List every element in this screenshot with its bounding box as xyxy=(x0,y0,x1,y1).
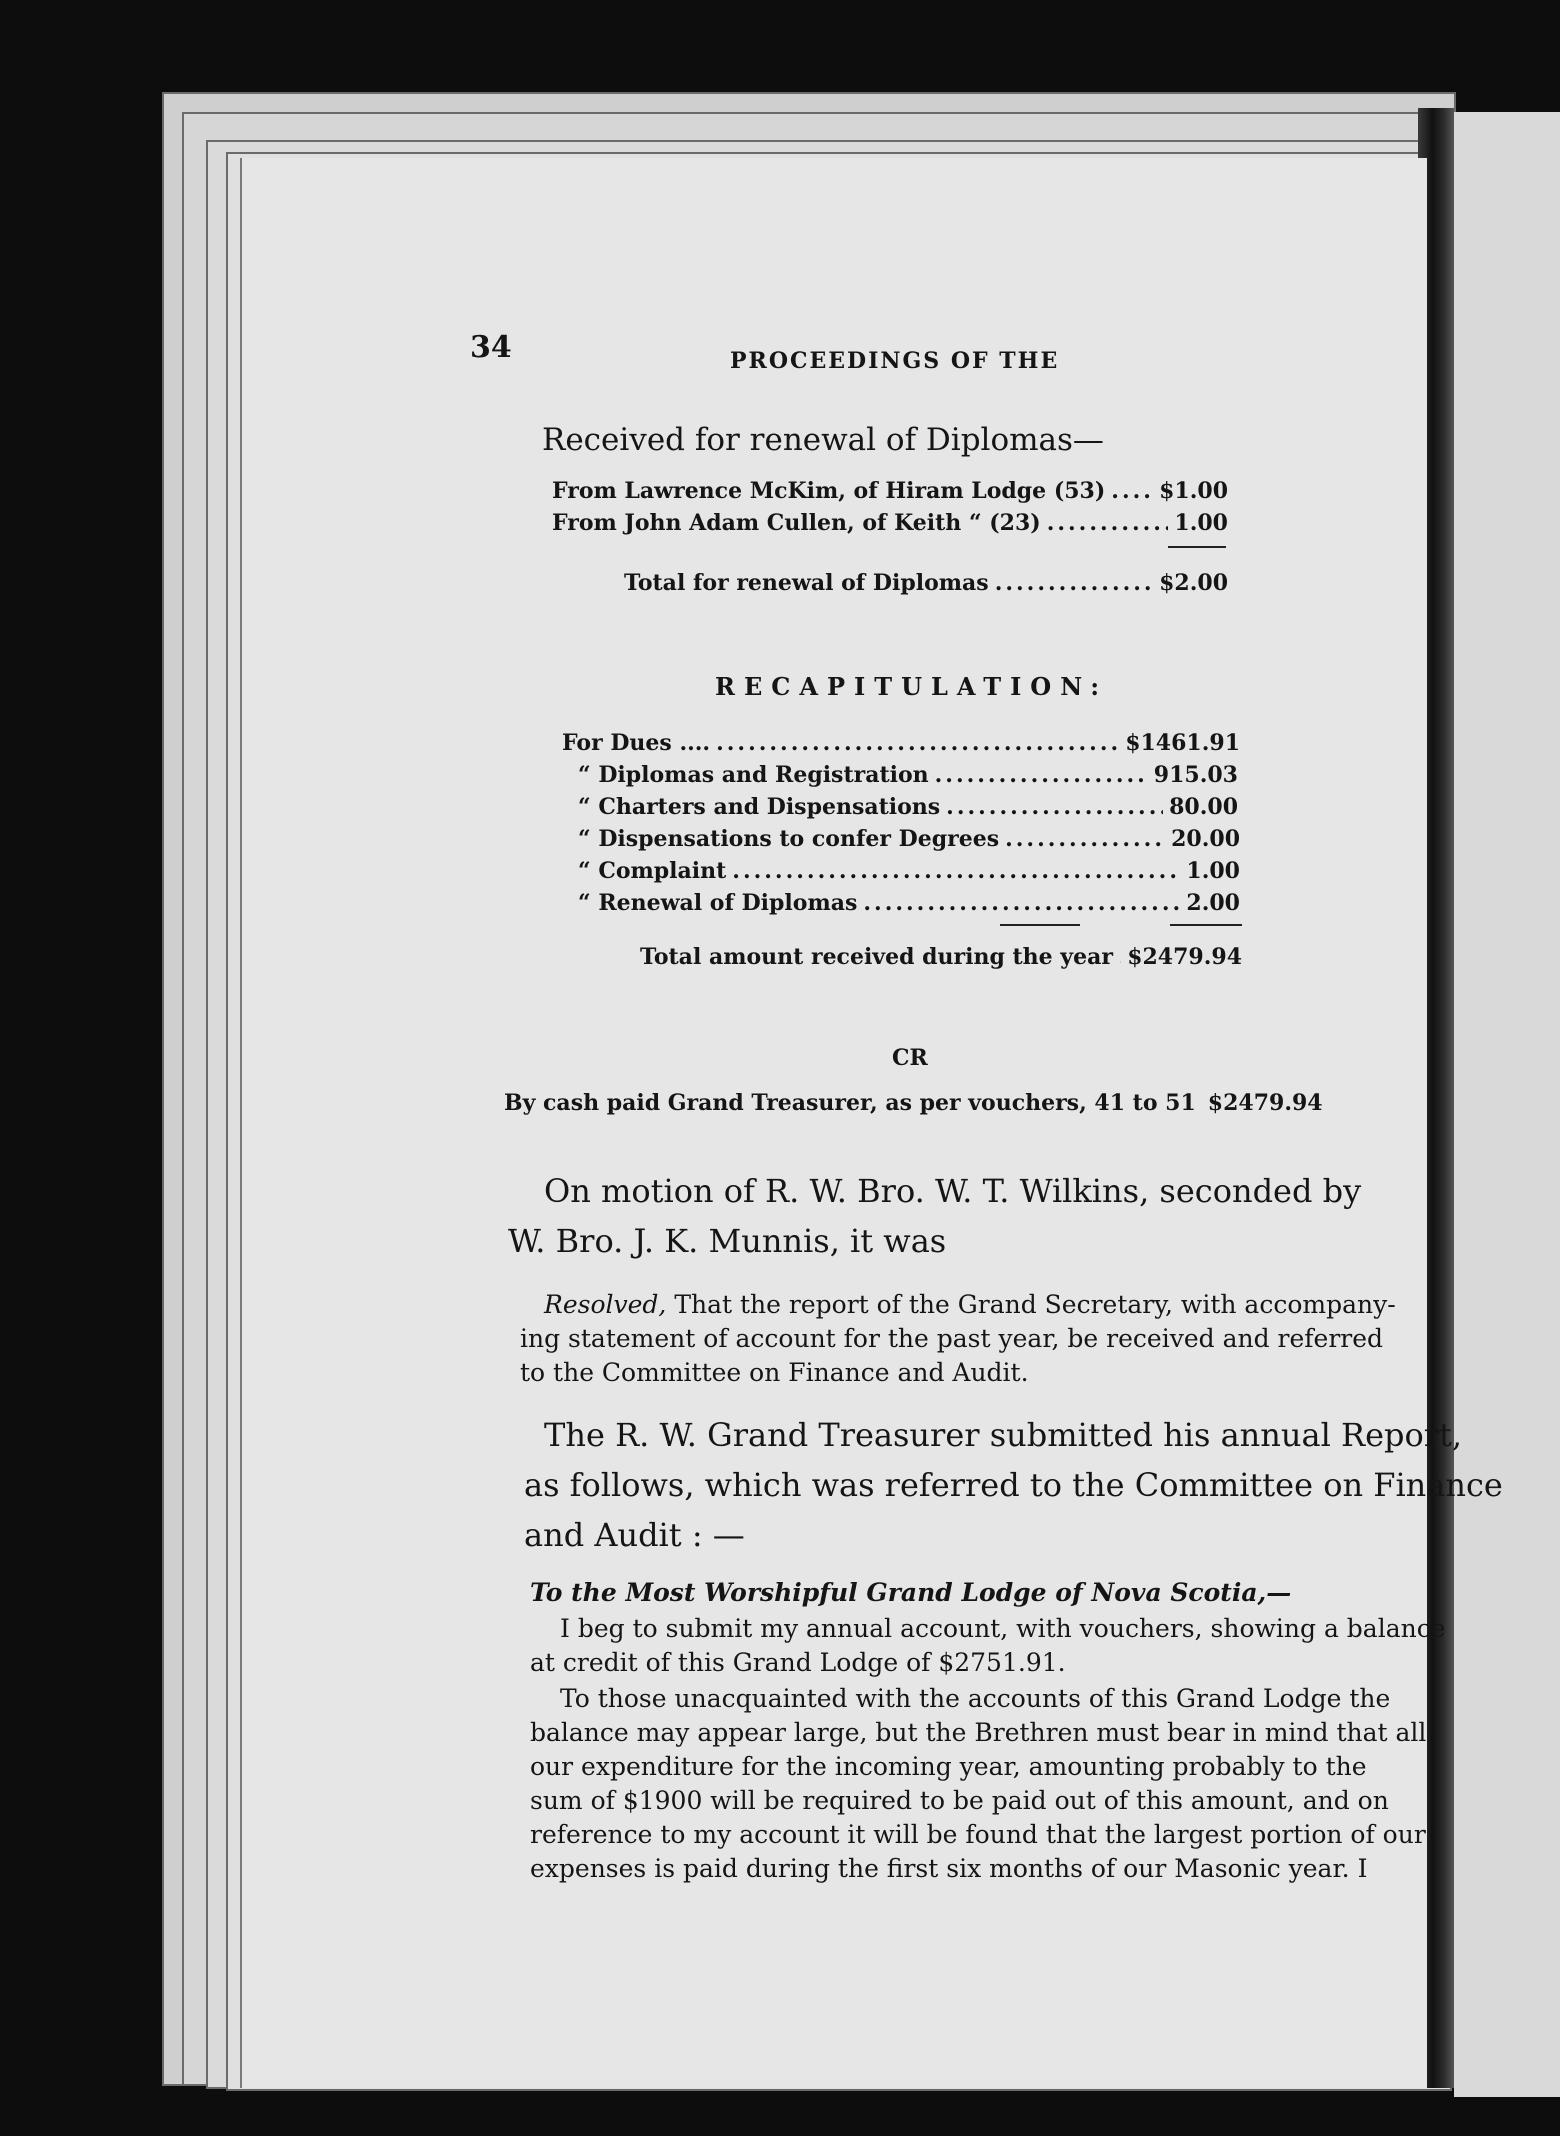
resolved-line: to the Committee on Finance and Audit. xyxy=(520,1358,1029,1387)
running-head: PROCEEDINGS OF THE xyxy=(730,348,1060,374)
diplomas-total xyxy=(624,570,1228,596)
treasurer-line: as follows, which was referred to the Committee on Finance xyxy=(524,1466,1503,1504)
recap-line xyxy=(562,730,1240,756)
recap-line xyxy=(578,826,1240,852)
recap-line xyxy=(578,762,1238,788)
sum-rule xyxy=(1170,924,1242,926)
motion-line: On motion of R. W. Bro. W. T. Wilkins, seconded by xyxy=(544,1172,1362,1210)
recapitulation-heading: RECAPITULATION: xyxy=(715,672,1109,701)
letter-line: sum of $1900 will be required to be paid out of this amount, and on xyxy=(530,1786,1389,1815)
leader-dots xyxy=(946,794,1163,820)
sum-rule xyxy=(1000,924,1080,926)
recap-line-amount: 20.00 xyxy=(1171,826,1240,852)
recap-total xyxy=(640,944,1242,970)
recap-total-label: Total amount received during the year xyxy=(640,944,1113,970)
diploma-line-label: From John Adam Cullen, of Keith “ (23) xyxy=(552,510,1041,536)
recap-line-amount: 2.00 xyxy=(1186,890,1240,916)
credit-heading: CR xyxy=(892,1045,928,1071)
diplomas-heading: Received for renewal of Diplomas— xyxy=(542,422,1104,458)
recap-line-label: “ Complaint xyxy=(578,858,727,884)
recap-line-amount: 915.03 xyxy=(1153,762,1238,788)
page-number: 34 xyxy=(470,330,512,365)
letter-line: expenses is paid during the first six months of our Masonic year. I xyxy=(530,1854,1368,1883)
recap-total-amount: $2479.94 xyxy=(1127,944,1242,970)
leader-dots xyxy=(863,890,1180,916)
recap-line-label: “ Renewal of Diplomas xyxy=(578,890,858,916)
diploma-line xyxy=(552,510,1228,536)
recap-line-amount: $1461.91 xyxy=(1125,730,1240,756)
recap-line xyxy=(578,858,1240,884)
letter-line: reference to my account it will be found that the largest portion of our xyxy=(530,1820,1426,1849)
leader-dots xyxy=(716,730,1119,756)
motion-line: W. Bro. J. K. Munnis, it was xyxy=(508,1222,947,1260)
leader-dots xyxy=(1005,826,1165,852)
diploma-line-label: From Lawrence McKim, of Hiram Lodge (53) xyxy=(552,478,1106,504)
resolved-word: Resolved, xyxy=(544,1290,667,1319)
credit-line-amount: $2479.94 xyxy=(1207,1090,1323,1116)
recap-line-label: “ Dispensations to confer Degrees xyxy=(578,826,1000,852)
treasurer-line: and Audit : — xyxy=(524,1516,745,1554)
credit-line xyxy=(504,1090,1323,1116)
treasurer-line: The R. W. Grand Treasurer submitted his annual Report, xyxy=(544,1416,1463,1454)
letter-line: at credit of this Grand Lodge of $2751.91. xyxy=(530,1648,1066,1677)
recap-line-amount: 1.00 xyxy=(1186,858,1240,884)
recap-line-amount: 80.00 xyxy=(1169,794,1238,820)
diplomas-total-label: Total for renewal of Diplomas xyxy=(624,570,989,596)
letter-line: I beg to submit my annual account, with vouchers, showing a balance xyxy=(560,1614,1446,1643)
leader-dots xyxy=(732,858,1180,884)
resolved-line: ing statement of account for the past year, be received and referred xyxy=(520,1324,1384,1353)
recap-line-label: “ Diplomas and Registration xyxy=(578,762,929,788)
diploma-line-amount: 1.00 xyxy=(1174,510,1228,536)
leader-dots xyxy=(935,762,1148,788)
leader-dots xyxy=(1047,510,1169,536)
leader-dots xyxy=(1111,478,1153,504)
sum-rule xyxy=(1168,546,1226,548)
letter-line: our expenditure for the incoming year, amounting probably to the xyxy=(530,1752,1367,1781)
diplomas-total-amount: $2.00 xyxy=(1159,570,1228,596)
recap-line-label: For Dues .... xyxy=(562,730,711,756)
resolved-text: That the report of the Grand Secretary, with accompany- xyxy=(674,1290,1396,1319)
credit-line-label: By cash paid Grand Treasurer, as per vouchers, 41 to 51 xyxy=(504,1090,1196,1116)
leader-dots xyxy=(1119,944,1121,970)
leader-dots xyxy=(995,570,1153,596)
resolved-line xyxy=(544,1290,1396,1319)
letter-line: balance may appear large, but the Brethren must bear in mind that all xyxy=(530,1718,1427,1747)
salutation: To the Most Worshipful Grand Lodge of Nova Scotia,— xyxy=(530,1578,1292,1607)
letter-line: To those unacquainted with the accounts of this Grand Lodge the xyxy=(560,1684,1391,1713)
facing-page xyxy=(1454,112,1560,2097)
recap-line xyxy=(578,794,1238,820)
diploma-line xyxy=(552,478,1228,504)
recap-line-label: “ Charters and Dispensations xyxy=(578,794,941,820)
recap-line xyxy=(578,890,1240,916)
diploma-line-amount: $1.00 xyxy=(1159,478,1228,504)
